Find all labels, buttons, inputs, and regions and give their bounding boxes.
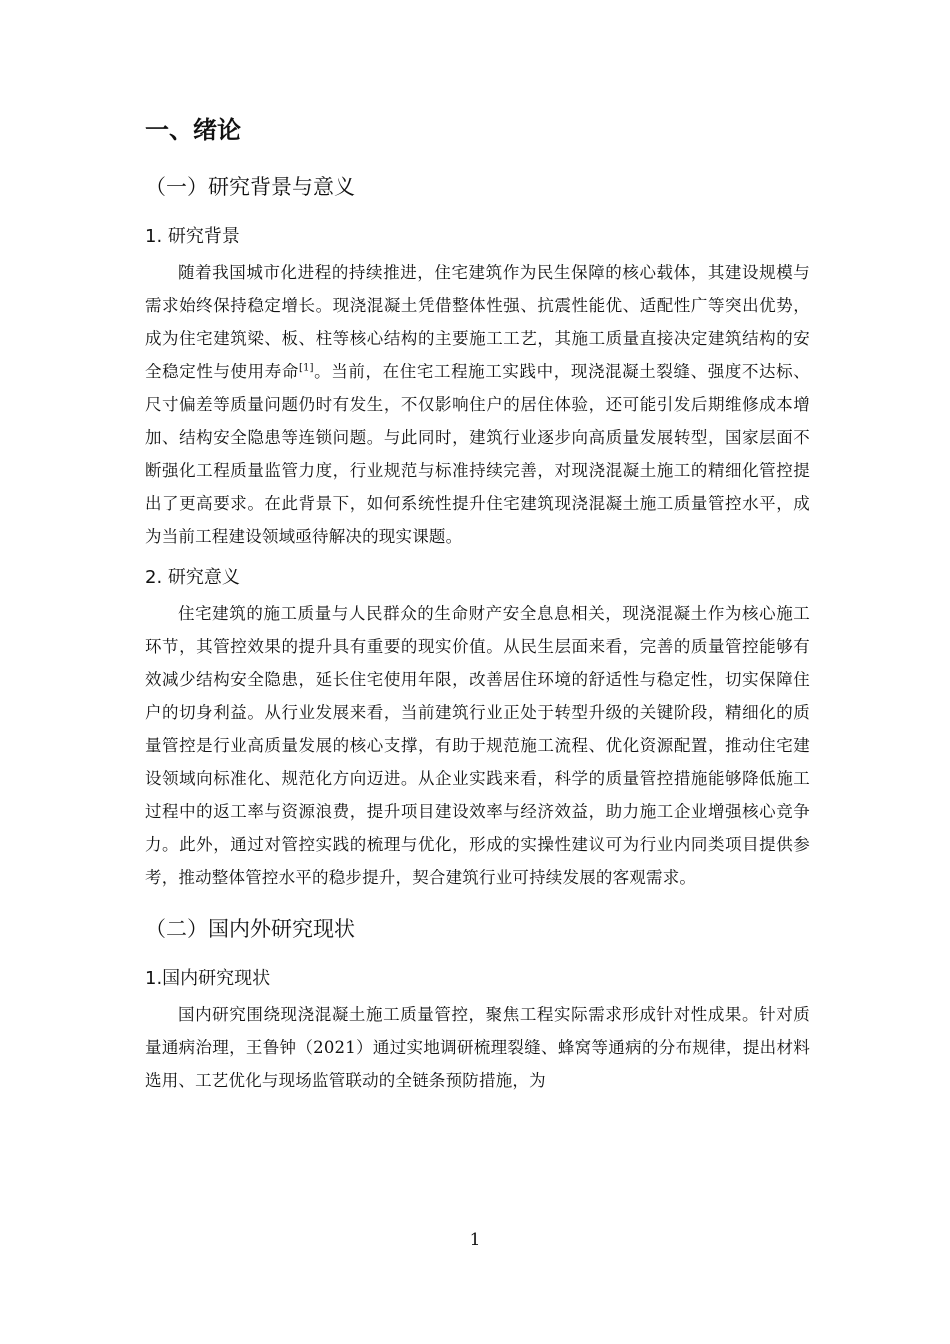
section-heading-research-status: （二）国内外研究现状 — [145, 917, 355, 941]
paragraph-significance: 住宅建筑的施工质量与人民群众的生命财产安全息息相关，现浇混凝土作为核心施工环节，其管控效果的提升具有重要的现实价值。从民生层面来看，完善的质量管控能够有效减少结构安全隐患，延长住宅使用年限，改善居住环境的舒适性与稳定性，切实保障住户的切身利益。从行业发展来看，当前建筑行业正处于转型升级的关键阶段，精细化的质量管控是行业高质量发展的核心支撑，有助于规范施工流程、优化资源配置，推动住宅建设领域向标准化、规范化方向迈进。从企业实践来看，科学的质量管控措施能够降低施工过程中的返工率与资源浪费，提升项目建设效率与经济效益，助力施工企业增强核心竞争力。此外，通过对管控实践的梳理与优化，形成的实操性建议可为行业内同类项目提供参考，推动整体管控水平的稳步提升，契合建筑行业可持续发展的客观需求。 — [145, 604, 810, 887]
paragraph-domestic: 国内研究围绕现浇混凝土施工质量管控，聚焦工程实际需求形成针对性成果。针对质量通病治理，王鲁钟（2021）通过实地调研梳理裂缝、蜂窝等通病的分布规律，提出材料选用、工艺优化与现场监管联动的全链条预防措施，为 — [145, 1005, 810, 1090]
document-page — [145, 112, 810, 1107]
section-heading-background: （一）研究背景与意义 — [145, 175, 355, 199]
paragraph-background-part-a: 随着我国城市化进程的持续推进，住宅建筑作为民生保障的核心载体，其建设规模与需求始终保持稳定增长。现浇混凝土凭借整体性强、抗震性能优、适配性广等突出优势，成为住宅建筑梁、板、柱等核心结构的主要施工工艺，其施工质量直接决定建筑结构的安全稳定性与使用寿命 — [145, 263, 810, 381]
subsection-heading-significance: 2. 研究意义 — [145, 567, 240, 588]
subsection-heading-background: 1. 研究背景 — [145, 226, 240, 247]
paragraph-background-part-b: 。当前，在住宅工程施工实践中，现浇混凝土裂缝、强度不达标、尺寸偏差等质量问题仍时有发生，不仅影响住户的居住体验，还可能引发后期维修成本增加、结构安全隐患等连锁问题。与此同时，建筑行业逐步向高质量发展转型，国家层面不断强化工程质量监管力度，行业规范与标准持续完善，对现浇混凝土施工的精细化管控提出了更高要求。在此背景下，如何系统性提升住宅建筑现浇混凝土施工质量管控水平，成为当前工程建设领域亟待解决的现实课题。 — [145, 362, 810, 546]
section-spacer — [145, 904, 810, 912]
subsection-heading-domestic: 1.国内研究现状 — [145, 968, 271, 989]
page-number: 1 — [469, 1230, 481, 1250]
paragraph-background — [145, 256, 810, 553]
chapter-heading: 一、绪论 — [145, 116, 241, 144]
citation-reference: [1] — [299, 362, 314, 374]
